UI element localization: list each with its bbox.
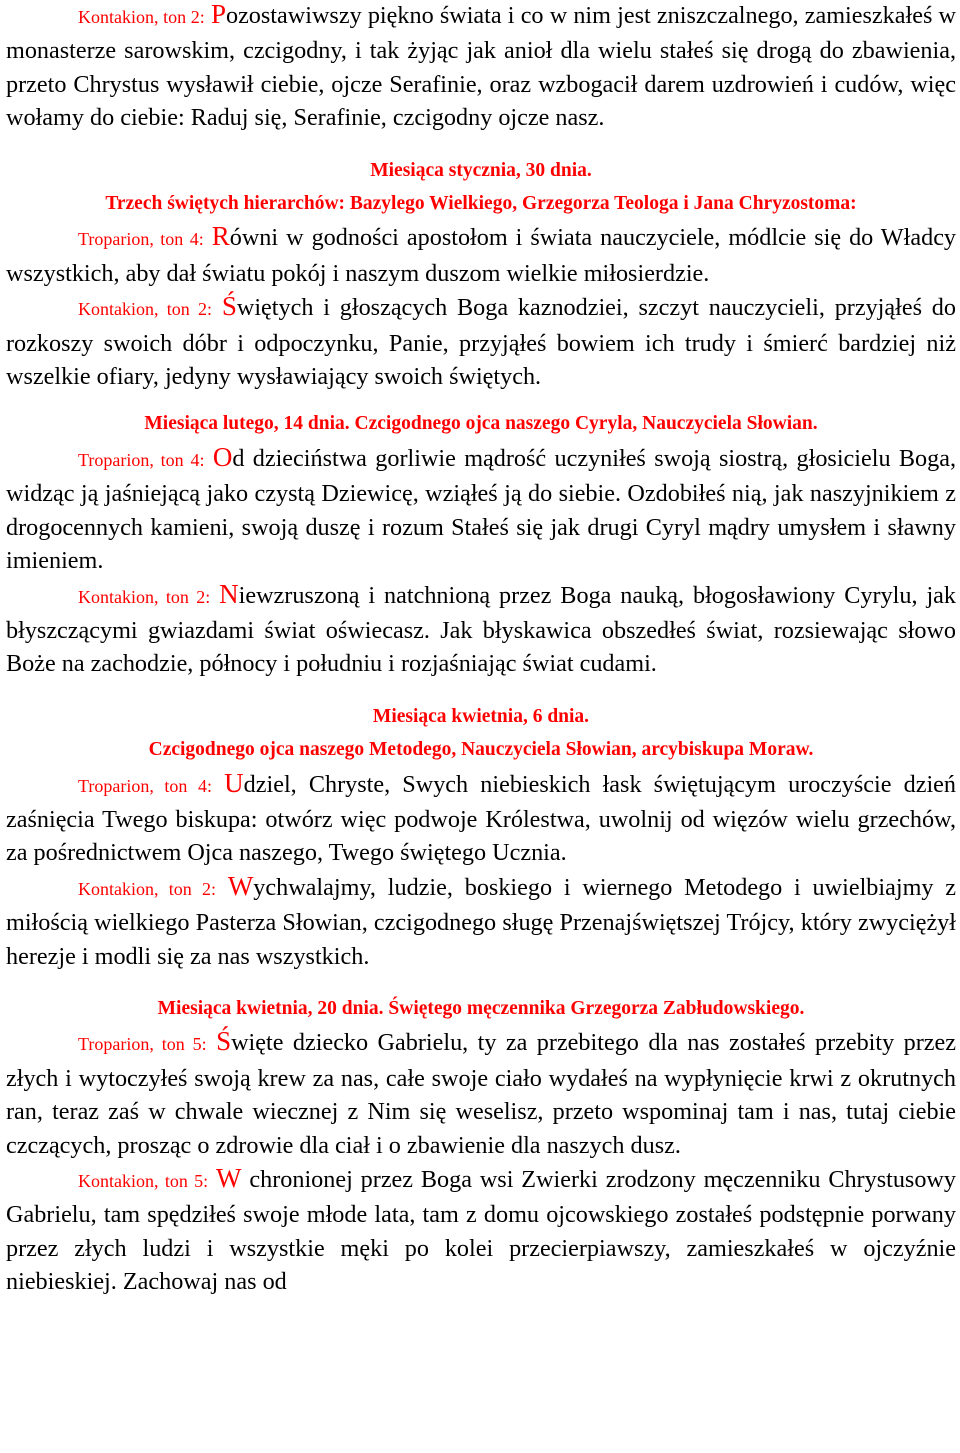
drop-initial: W xyxy=(216,1163,242,1193)
hymn-text: iewzruszoną i natchnioną przez Boga nauką, błogosławiony Cyrylu, jak błyszczącymi gwiazdami świat oświecasz. Jak błyskawica obszedłeś świat, rozsiewając słowo Boże na zachodzie, północy i południu i rozjaśniając świat cudami. xyxy=(6,581,956,678)
drop-initial: R xyxy=(211,221,230,252)
section-heading-date: Miesiąca kwietnia, 6 dnia. xyxy=(372,705,590,727)
troparion-cyril xyxy=(6,441,956,578)
hymn-text: dziel, Chryste, Swych niebieskich łask świętującym uroczyście dzień zaśnięcia Twego biskupa: otwórz więc podwoje Królestwa, uwolnij od więzów wielu grzechów, za pośrednictwem Ojca naszego, Twego świętego Ucznia. xyxy=(6,770,956,867)
hymn-label: Troparion, ton 4: xyxy=(78,229,204,250)
drop-initial: U xyxy=(224,767,244,798)
troparion-methodius xyxy=(6,767,956,870)
drop-initial: Ś xyxy=(221,291,237,322)
troparion-gabriel xyxy=(6,1025,956,1162)
hymn-label: Kontakion, ton 2: xyxy=(78,7,205,27)
hymn-text: więte dziecko Gabrielu, ty za przebitego dla nas zostałeś przebity przez złych i wytoczyłeś swoją krew za nas, całe swoje ciało wydałeś na wypłynięcie krwi z okrutnych ran, teraz zaś w chwale wiecznej z Nim się weselisz, przeto wspominaj tam i nas, tutaj ciebie czczących, prosząc o zdrowie dla ciał i o zbawienie dla naszych dusz. xyxy=(6,1029,957,1159)
hymn-label: Troparion, ton 4: xyxy=(78,775,213,796)
troparion-three-hierarchs xyxy=(6,220,956,290)
kontakion-gabriel xyxy=(6,1162,956,1299)
section-heading: Miesiąca kwietnia, 20 dnia. Świętego męczennika Grzegorza Zabłudowskiego. xyxy=(157,997,805,1019)
hymn-text: d dzieciństwa gorliwie mądrość uczyniłeś swoją siostrą, głosicielu Boga, widząc ją jaśniejącą jako czystą Dziewicę, wziąłeś ją do siebie. Ozdobiłeś nią, jak naszyjnikiem z drogocennych kamieni, swoją duszę i rozum Stałeś się jak drugi Cyryl mądry umysłem i sławny imieniem. xyxy=(6,444,957,575)
document-page xyxy=(6,0,956,1299)
hymn-text: chronionej przez Boga wsi Zwierki zrodzony męczenniku Chrystusowy Gabrielu, tam spędziłeś swoje młode lata, tam z domu ojcowskiego zostałeś podstępnie porwany przez złych ludzi i wszystkie męki po kolei przecierpiawszy, zamieszkałeś w ojczyźnie niebieskiej. Zachowaj nas od xyxy=(6,1166,956,1296)
kontakion-three-hierarchs xyxy=(6,290,956,393)
hymn-label: Troparion, ton 4: xyxy=(78,449,205,470)
drop-initial: O xyxy=(212,441,233,472)
kontakion-cyril xyxy=(6,578,956,681)
section-heading-date: Miesiąca stycznia, 30 dnia. xyxy=(370,159,592,181)
hymn-label: Kontakion, ton 2: xyxy=(78,299,213,320)
section-heading-title: Trzech świętych hierarchów: Bazylego Wielkiego, Grzegorza Teologa i Jana Chryzostoma: xyxy=(105,193,857,215)
hymn-text: ówni w godności apostołom i świata nauczyciele, módlcie się do Władcy wszystkich, aby dał światu pokój i naszym duszom wielkie miłosierdzie. xyxy=(6,224,957,287)
hymn-text: ychwalajmy, ludzie, boskiego i wiernego Metodego i uwielbiajmy z miłością wielkiego Pasterza Słowian, czcigodnego sługę Przenajświętszej Trójcy, który zwyciężył herezje i modli się za nas wszystkich. xyxy=(6,873,957,970)
kontakion-methodius xyxy=(6,870,956,973)
kontakion-seraphim xyxy=(6,0,956,135)
hymn-text: ozostawiwszy piękno świata i co w nim jest zniszczalnego, zamieszkałeś w monasterze sarowskim, czcigodny, i tak żyjąc jak anioł dla wielu stałeś się drogą do zbawienia, przeto Chrystus wysławił ciebie, ojcze Serafinie, oraz wzbogacił darem uzdrowień i cudów, więc wołamy do ciebie: Raduj się, Serafinie, czcigodny ojcze nasz. xyxy=(6,2,956,132)
drop-initial: W xyxy=(227,870,254,901)
section-heading: Miesiąca lutego, 14 dnia. Czcigodnego ojca naszego Cyryla, Nauczyciela Słowian. xyxy=(144,413,818,435)
hymn-label: Kontakion, ton 2: xyxy=(78,878,216,899)
hymn-label: Troparion, ton 5: xyxy=(78,1034,207,1055)
hymn-text: więtych i głoszących Boga kaznodziei, szczyt nauczycieli, przyjąłeś do rozkoszy swoich dóbr i odpoczynku, Panie, przyjąłeś bowiem ich trudy i śmierć bardziej niż wszelkie ofiary, jedyny wysławiający swoich świętych. xyxy=(6,294,956,391)
drop-initial: P xyxy=(210,0,226,29)
drop-initial: N xyxy=(219,578,239,609)
hymn-label: Kontakion, ton 5: xyxy=(78,1171,209,1191)
hymn-label: Kontakion, ton 2: xyxy=(78,586,211,607)
drop-initial: Ś xyxy=(216,1026,232,1057)
section-heading-title: Czcigodnego ojca naszego Metodego, Nauczyciela Słowian, arcybiskupa Moraw. xyxy=(148,739,814,761)
